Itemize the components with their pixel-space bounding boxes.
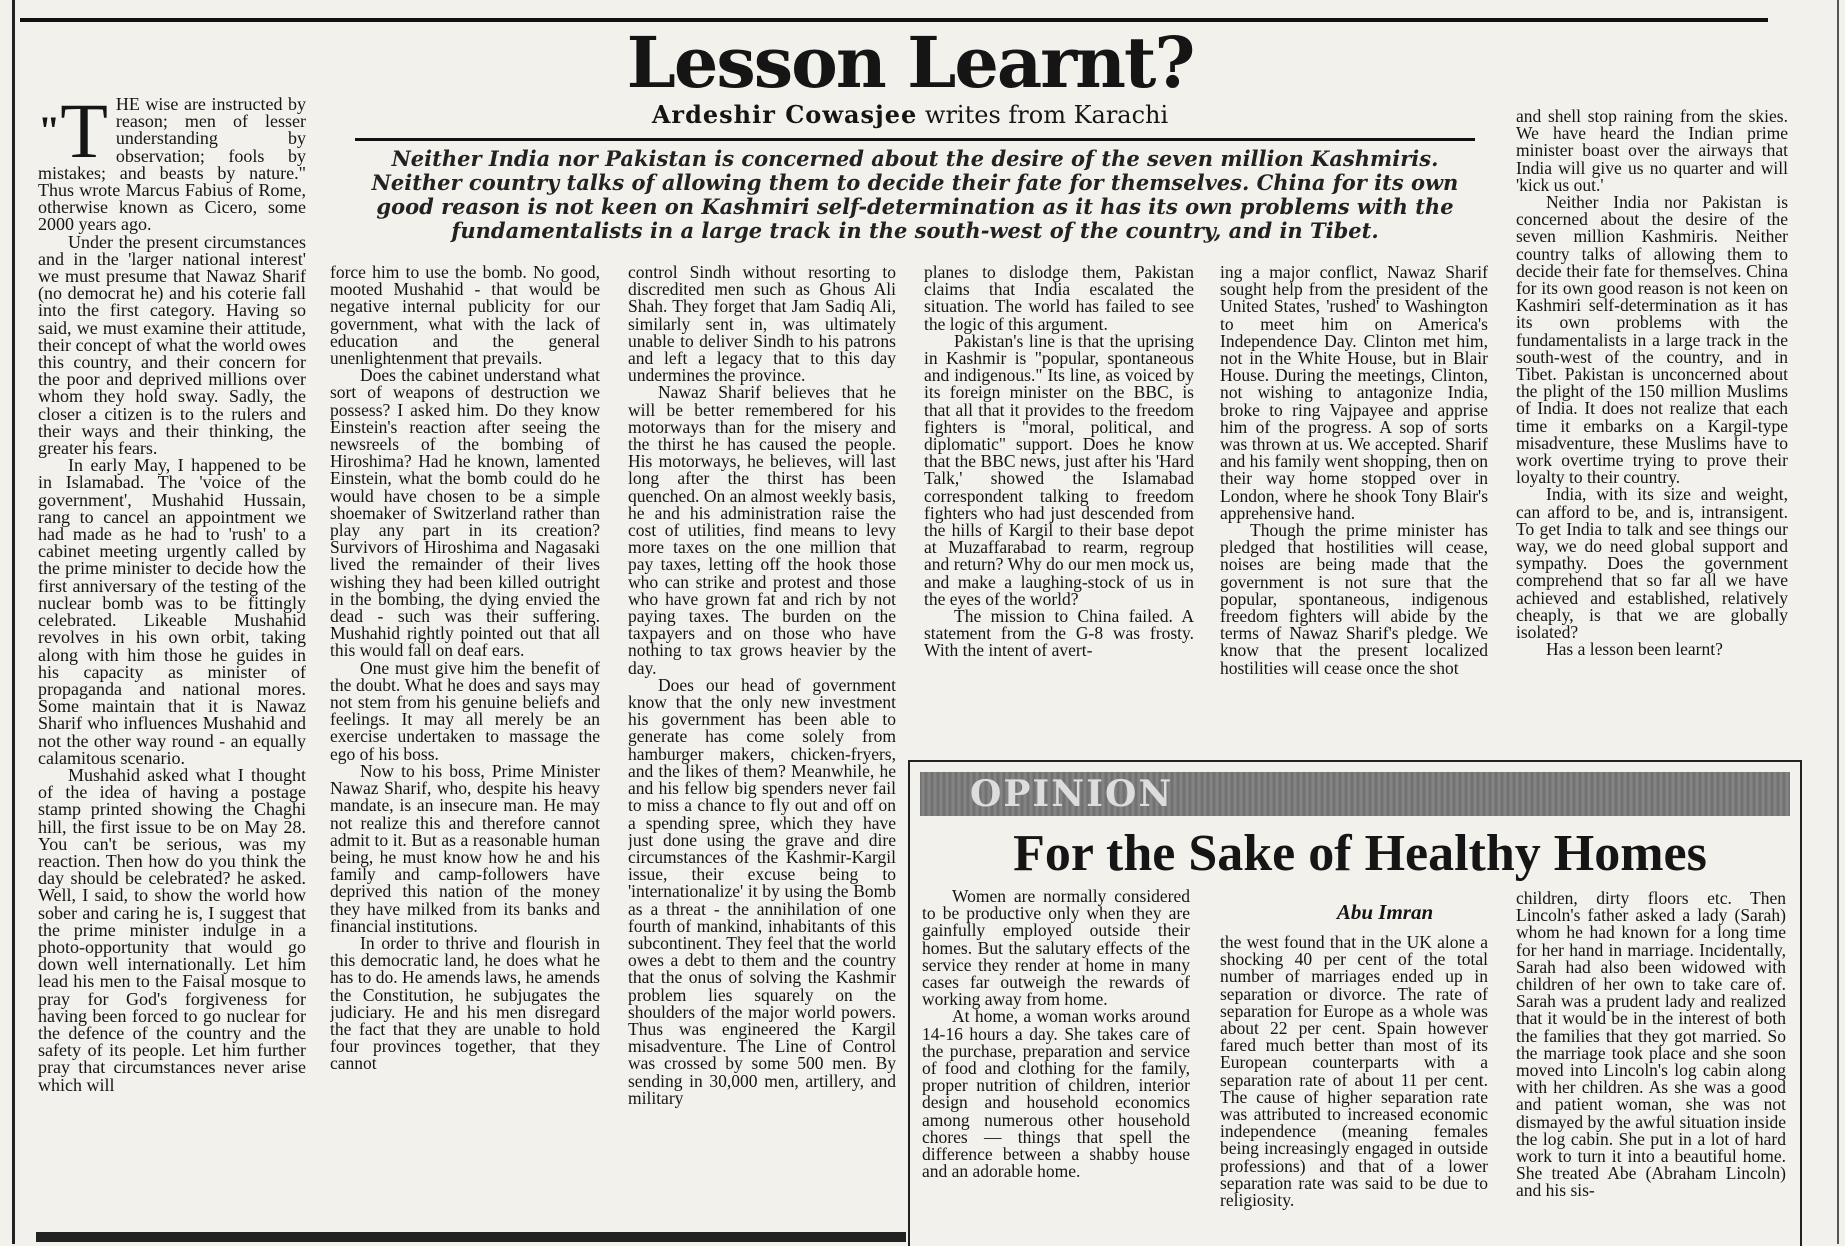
paragraph: control Sindh without resorting to discredited men such as Ghous Ali Shah. They forget that Jam Sadiq Ali, similarly sent in, was ultimately unable to deliver Sindh to his patrons and left a legacy that to this day undermines the province. xyxy=(628,264,896,386)
paragraph: One must give him the benefit of the doubt. What he does and says may not stem from his genuine beliefs and feelings. It may all merely be an exercise undertaken to massage the ego of his boss. xyxy=(330,657,600,764)
paragraph: children, dirty floors etc. Then Lincoln's father asked a lady (Sarah) whom he had known for a long time for her hand in marriage. Incidentally, Sarah had also been widowed with children of her own to take care of. Sarah was a prudent lady and realized that it would be in the interest of both the families that they got married. So the marriage took place and she soon moved into Lincoln's log cabin along with her children. As she was a good and patient woman, she was not dismayed by the awful situation inside the log cabin. She put in a lot of hard work to turn it into a beautiful home. She treated Abe (Abraham Lincoln) and his sis- xyxy=(1516,890,1786,1201)
opinion-column-2 xyxy=(1220,934,1488,1244)
paragraph: In order to thrive and flourish in this democratic land, he does what he has to do. He amends laws, he amends the Constitution, he subjugates the judiciary. He and his men disregard the fact that they are unable to hold four provinces together, that they cannot xyxy=(330,932,600,1074)
paragraph: ing a major conflict, Nawaz Sharif sought help from the president of the United States, 'rushed' to Washington to meet him on America's Independence Day. Clinton met him, not in the White House, but in Blair House. During the meetings, Clinton, not wishing to antagonize India, broke to ring Vajpayee and apprise him of the progress. A sop of sorts was thrown at us. We accepted. Sharif and his family went shopping, then on their way home stopped over in London, where he shook Tony Blair's apprehensive hand. xyxy=(1220,264,1488,523)
paragraph: Under the present circumstances and in the 'larger national interest' we must presume that Nawaz Sharif (no democrat he) and his coterie fall into the first category. Having so said, we must examine their attitude, their concept of what the world owes this country, and their concern for the poor and deprived millions over whom they hold sway. Sadly, the closer a citizen is to the rulers and their ways and their thinking, the greater his fears. xyxy=(38,231,306,459)
opinion-label: OPINION xyxy=(970,773,1174,815)
headline: Lesson Learnt? xyxy=(626,21,1194,104)
paragraph: At home, a woman works around 14-16 hours a day. She takes care of the purchase, preparation and service of food and clothing for the family, proper nutrition of children, interior design and household economics among numerous other household chores — things that spell the difference between a shabby house and an adorable home. xyxy=(922,1006,1190,1182)
paragraph: Nawaz Sharif believes that he will be better remembered for his motorways than for the misery and the thirst he has caused the people. His motorways, he believes, will last long after the thirst has been quenched. On an almost weekly basis, he and his administration raise the cost of utilities, find means to levy more taxes on the one million that pay taxes, letting off the hook those who can strike and protest and those who have grown fat and rich by not paying taxes. The burden on the taxpayers and on those who have nothing to tax grows heavier by the day. xyxy=(628,382,896,678)
article-column-4 xyxy=(924,264,1194,750)
paragraph: Has a lesson been learnt? xyxy=(1546,639,1723,660)
paragraph: HE wise are instructed by reason; men of lesser understanding by observation; fools by mistakes; and beasts by nature." Thus wrote Marcus Fabius of Rome, otherwise known as Cicero, some 2000 years ago. xyxy=(38,96,306,235)
pull-quote: Neither India nor Pakistan is concerned about the desire of the seven million Kashmiris. Neither country talks of allowing them to decide their fate for themselves. China for its own good reason is not keen on Kashmiri self-determination as it has its own problems with the fundamentalists in a large track in the south-west of the country, and in Tibet. xyxy=(355,138,1475,243)
opinion-author: Abu Imran xyxy=(1336,900,1434,924)
byline-author: Ardeshir Cowasjee xyxy=(651,100,918,129)
paragraph: Does the cabinet understand what sort of weapons of destruction we possess? I asked him. Do they know Einstein's reaction after seeing the newsreels of the bombing of Hiroshima? Had he known, lamented Einstein, what the bomb could do he would have chosen to be a simple shoemaker of Switzerland rather than play any part in its creation? Survivors of Hiroshima and Nagasaki lived the remainder of their lives wishing they had been killed outright in the bombing, the dying envied the dead - such was their suffering. Mushahid rightly pointed out that all this would fall on deaf ears. xyxy=(330,365,600,661)
article-column-2 xyxy=(330,264,600,1231)
paragraph: The mission to China failed. A statement from the G-8 was frosty. With the intent of avert- xyxy=(924,606,1194,661)
paragraph: Mushahid asked what I thought of the idea of having a postage stamp printed showing the Chaghi hill, the first issue to be on May 28. You can't be serious, was my reaction. Then how do you think the day should be celebrated? he asked. Well, I said, to show the world how sober and caring he is, I suggest that the prime minister indulge in a photo-opportunity that would go down well internationally. Let him lead his men to the Faisal mosque to pray for God's forgiveness for having been forced to go nuclear for the defence of the country and the safety of its people. Let him further pray that circumstances never arise which will xyxy=(38,764,306,1095)
paragraph: force him to use the bomb. No good, mooted Mushahid - that would be negative internal publicity for our government, what with the lack of education and the general unenlightenment that prevails. xyxy=(330,264,600,369)
drop-cap: "T xyxy=(38,96,108,174)
opinion-column-1 xyxy=(922,888,1190,1244)
opinion-headline: For the Sake of Healthy Homes xyxy=(1013,825,1707,882)
paragraph: India, with its size and weight, can afford to be, and is, intransigent. To get India to talk and see things our way, we do need global support and sympathy. Does the government comprehend that so far all we have achieved and established, relatively cheaply, is that we are globally isolated? xyxy=(1516,484,1788,643)
paragraph: In early May, I happened to be in Islamabad. The 'voice of the government', Mushahid Hussain, rang to cancel an appointment we had made as he had to 'rush' to a cabinet meeting urgently called by the prime minister to decide how the first anniversary of the testing of the nuclear bomb was to be fittingly celebrated. Likeable Mushahid revolves in his own orbit, taking along with him those he guides in his capacity as minister of propaganda and national mores. Some maintain that it is Nawaz Sharif who influences Mushahid and not the other way round - an equally calamitous scenario. xyxy=(38,455,306,768)
byline xyxy=(560,100,1260,130)
byline-rest: writes from Karachi xyxy=(924,101,1169,129)
paragraph: Neither India nor Pakistan is concerned about the desire of the seven million Kashmiris. Neither country talks of allowing them to decide their fate for themselves. China for its own good reason is not keen on Kashmiri self-determination as it has its own problems with the fundamentalists in a large track in the south-west of the country, and in Tibet. Pakistan is unconcerned about the plight of the 150 million Muslims of India. It does not realize that each time it embarks on a Kargil-type misadventure, these Muslims have to work overtime trying to prove their loyalty to their country. xyxy=(1516,192,1788,488)
bottom-rule xyxy=(36,1232,906,1242)
article-column-1 xyxy=(38,96,306,1231)
article-column-3 xyxy=(628,264,896,1231)
paragraph: and shell stop raining from the skies. We have heard the Indian prime minister boast over the airways that India will give us no quarter and will 'kick us out.' xyxy=(1516,108,1788,195)
paragraph: Now to his boss, Prime Minister Nawaz Sharif, who, despite his heavy mandate, is an insecure man. He may not realize this and therefore cannot admit to it. But as a reasonable human being, he must know how he and his family and camp-followers have deprived this nation of the money they have milked from its banks and financial institutions. xyxy=(330,760,600,936)
article-column-6 xyxy=(1516,108,1788,748)
page-border-left xyxy=(12,0,15,1244)
paragraph: planes to dislodge them, Pakistan claims that India escalated the situation. The world has failed to see the logic of this argument. xyxy=(924,264,1194,334)
paragraph: Pakistan's line is that the uprising in Kashmir is "popular, spontaneous and indigenous." Its line, as voiced by its foreign minister on the BBC, is that all that it provides to the freedom fighters is "moral, political, and diplomatic" support. Does he know that the BBC news, just after his 'Hard Talk,' showed the Islamabad correspondent talking to freedom fighters who had just descended from the hills of Kargil to their base depot at Muzaffarabad to rearm, regroup and return? Why do our men mock us, and make a laughing-stock of us in the eyes of the world? xyxy=(924,330,1194,609)
paragraph: Though the prime minister has pledged that hostilities will cease, noises are being made that the government is not sure that the popular, spontaneous, indigenous freedom fighters will abide by the terms of Nawaz Sharif's pledge. We know that the present localized hostilities will cease once the shot xyxy=(1220,520,1488,678)
paragraph: Does our head of government know that the only new investment his government has been able to generate has come solely from hamburger makers, chicken-fryers, and the likes of them? Meanwhile, he and his fellow big spenders never fail to miss a chance to fly out and off on a spending spree, which they have just done using the grave and dire circumstances of the Kashmir-Kargil issue, their excuse being to 'internationalize' it by using the Bomb as a threat - the annihilation of one fourth of mankind, inhabitants of this subcontinent. They feel that the world owes a debt to them and the country that the onus of solving the Kashmir problem lies squarely on the shoulders of the major world powers. Thus was engineered the Kargil misadventure. The Line of Control was crossed by some 500 men. By sending in 30,000 men, artillery, and military xyxy=(628,674,896,1108)
paragraph: the west found that in the UK alone a shocking 40 per cent of the total number of marriages ended up in separation or divorce. The rate of separation for Europe as a whole was about 22 per cent. Spain however fared much better than most of its European counterparts with a separation rate of about 11 per cent. The cause of higher separation rate was attributed to increased economic independence (meaning females being increasingly engaged in outside professions) and that of a lower separation rate was said to be due to religiosity. xyxy=(1220,934,1488,1211)
paragraph: Women are normally considered to be productive only when they are gainfully employed outside their homes. But the salutary effects of the service they render at home in many cases far outweigh the rewards of working away from home. xyxy=(922,888,1190,1010)
opinion-banner xyxy=(920,772,1790,816)
opinion-column-3 xyxy=(1516,890,1786,1244)
article-column-5 xyxy=(1220,264,1488,750)
page-border-right xyxy=(1837,0,1839,1244)
